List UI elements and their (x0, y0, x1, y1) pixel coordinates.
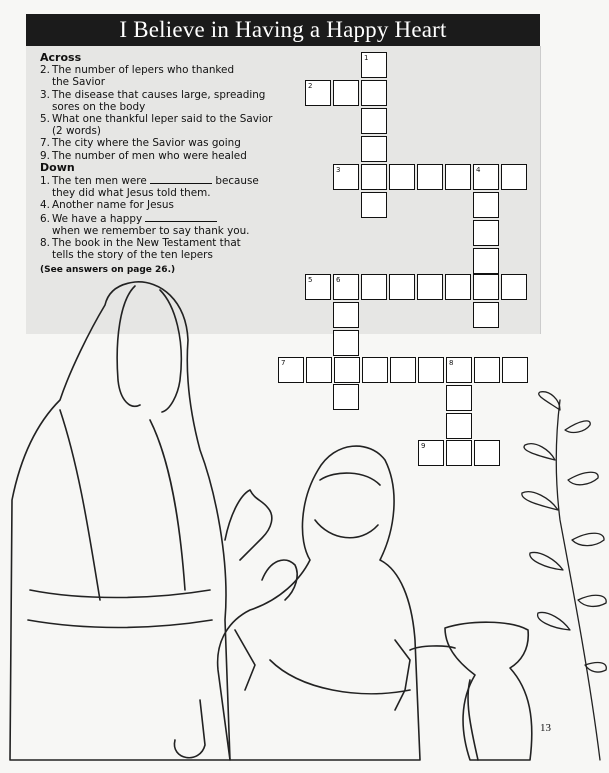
answers-note: (See answers on page 26.) (40, 265, 176, 276)
crossword-cell[interactable] (501, 164, 527, 190)
crossword-cell[interactable] (417, 164, 443, 190)
crossword-cell[interactable] (333, 330, 359, 356)
crossword-cell[interactable] (473, 248, 499, 274)
crossword-cell[interactable]: 8 (446, 357, 472, 383)
crossword-cell[interactable] (361, 108, 387, 134)
crossword-cell[interactable] (361, 136, 387, 162)
crossword-cell[interactable] (446, 413, 472, 439)
crossword-cell[interactable] (418, 357, 444, 383)
crossword-cell[interactable] (389, 274, 415, 300)
clue-down-6: 6. We have a happy when we remember to say thank you. (40, 212, 250, 237)
crossword-cell[interactable] (362, 357, 388, 383)
leper-figure (218, 446, 420, 760)
clue-across-7: 7. The city where the Savior was going (40, 137, 241, 150)
crossword-cell[interactable] (306, 357, 332, 383)
crossword-cell[interactable]: 4 (473, 164, 499, 190)
crossword-cell[interactable]: 5 (305, 274, 331, 300)
crossword-cell[interactable]: 3 (333, 164, 359, 190)
clue-down-1: 1. The ten men were because they did what Jesus told them. (40, 175, 259, 200)
crossword-cell[interactable] (417, 274, 443, 300)
crossword-cell[interactable]: 7 (278, 357, 304, 383)
jar (445, 622, 532, 760)
crossword-cell[interactable]: 9 (418, 440, 444, 466)
crossword-cell[interactable] (389, 164, 415, 190)
crossword-cell[interactable] (473, 302, 499, 328)
crossword-cell[interactable] (446, 385, 472, 411)
crossword-cell[interactable] (473, 220, 499, 246)
clue-across-9: 9. The number of men who were healed (40, 149, 247, 162)
crossword-cell[interactable] (474, 357, 500, 383)
crossword-cell[interactable] (361, 192, 387, 218)
crossword-cell[interactable]: 2 (305, 80, 331, 106)
crossword-cell[interactable]: 6 (333, 274, 359, 300)
jesus-figure (10, 282, 230, 760)
crossword-cell[interactable] (502, 357, 528, 383)
page-title: I Believe in Having a Happy Heart (26, 14, 540, 46)
clue-down-8: 8. The book in the New Testament that tells the story of the ten lepers (40, 237, 241, 262)
crossword-cell[interactable] (390, 357, 416, 383)
crossword-cell[interactable] (333, 80, 359, 106)
crossword-cell[interactable] (473, 274, 499, 300)
crossword-cell[interactable]: 1 (361, 52, 387, 78)
crossword-cell[interactable] (361, 274, 387, 300)
crossword-cell[interactable] (333, 384, 359, 410)
crossword-cell[interactable] (333, 302, 359, 328)
clue-across-2: 2. The number of lepers who thanked the Savior (40, 64, 235, 89)
page-number: 13 (540, 722, 551, 734)
clue-down-4: 4. Another name for Jesus (40, 199, 174, 212)
crossword-cell[interactable] (473, 192, 499, 218)
crossword-cell[interactable] (361, 80, 387, 106)
clue-across-5: 5. What one thankful leper said to the Savior (2 words) (40, 113, 273, 138)
down-heading: Down (40, 160, 75, 174)
plant (522, 392, 606, 760)
crossword-cell[interactable] (445, 164, 471, 190)
crossword-cell[interactable] (361, 164, 387, 190)
across-heading: Across (40, 51, 82, 64)
crossword-cell[interactable] (501, 274, 527, 300)
clue-across-3: 3. The disease that causes large, spreading sores on the body (40, 88, 266, 113)
crossword-cell[interactable] (445, 274, 471, 300)
crossword-cell[interactable] (334, 357, 360, 383)
crossword-cell[interactable] (474, 440, 500, 466)
crossword-cell[interactable] (446, 440, 472, 466)
